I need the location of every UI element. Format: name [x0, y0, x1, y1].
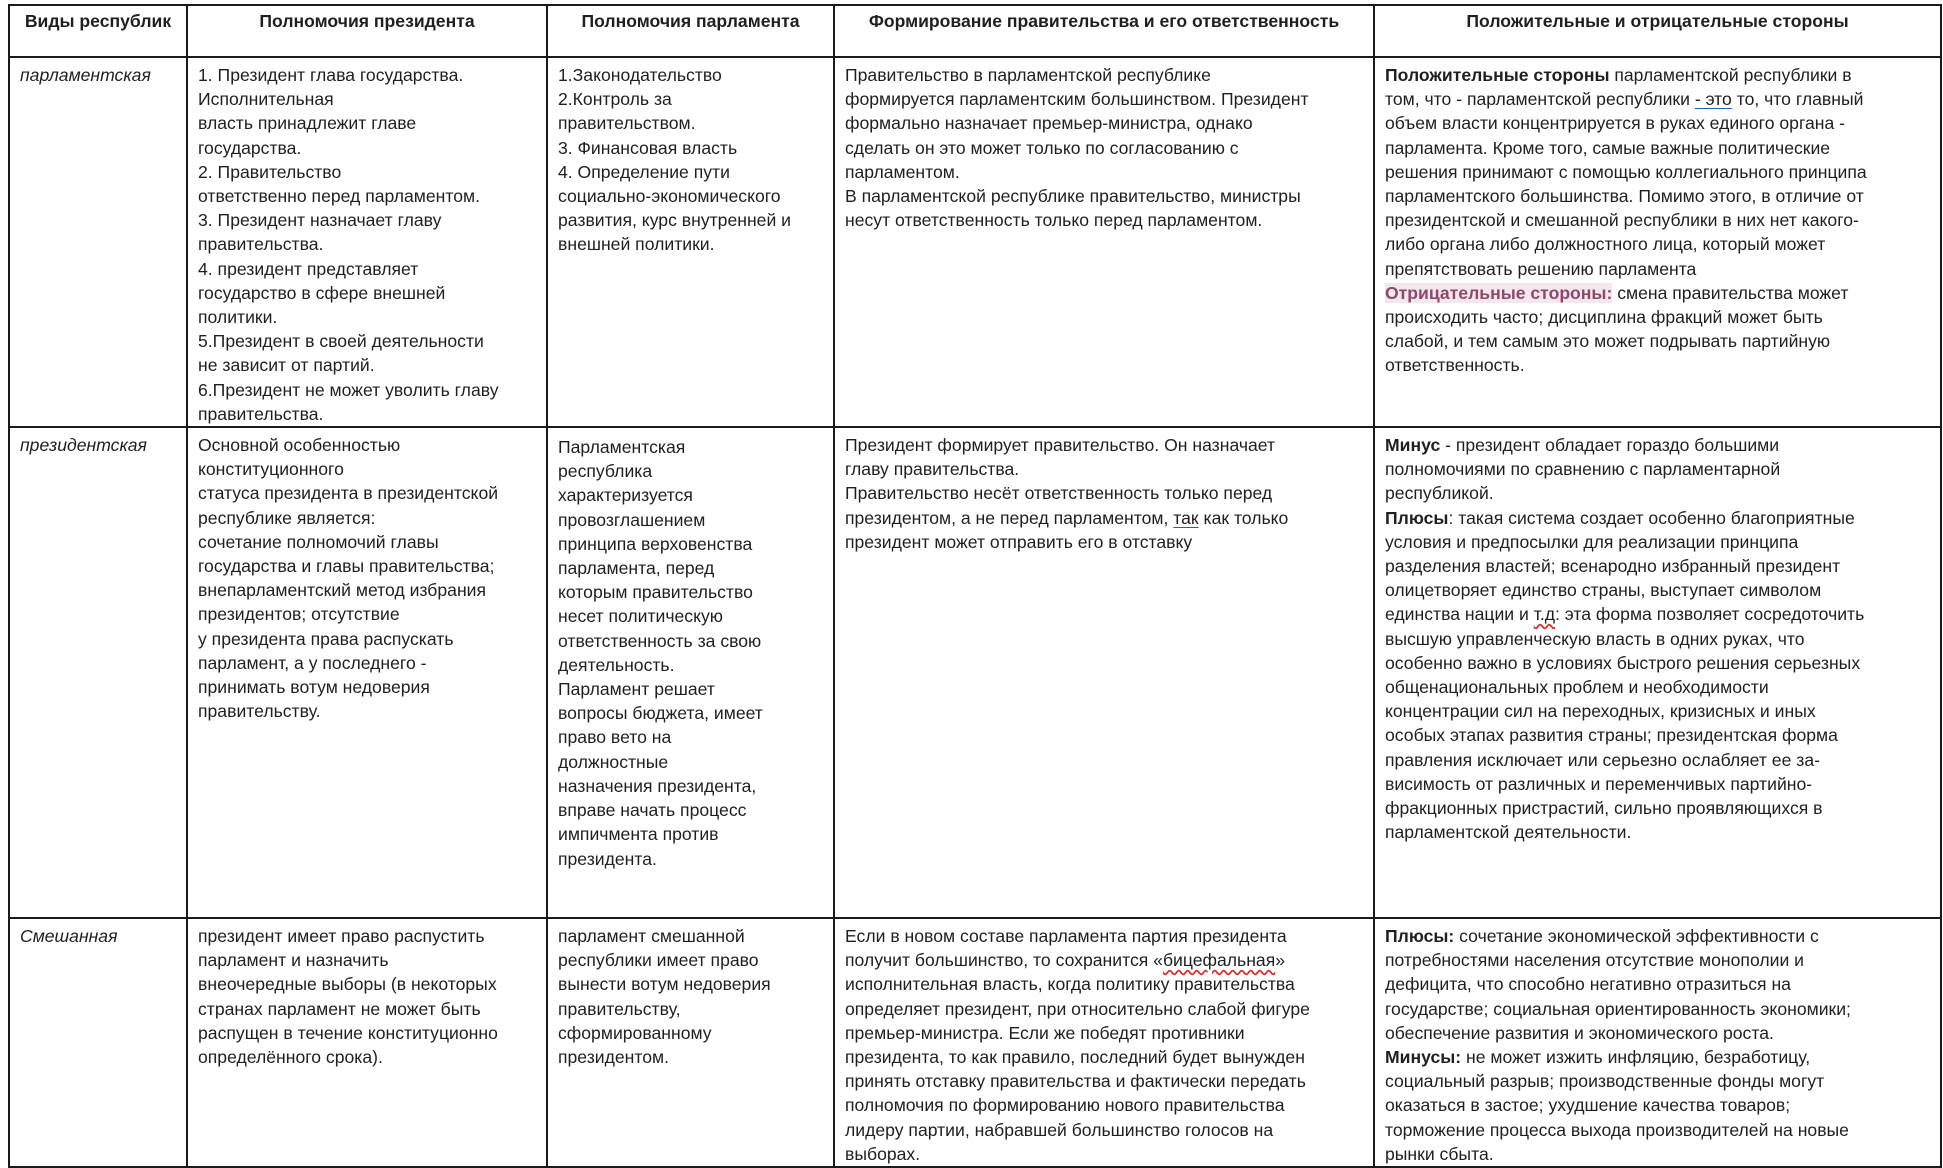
text-line: президента.	[558, 848, 657, 869]
text-line: олицетворяет единство страны, выступает символом	[1385, 580, 1822, 601]
text-line: правления исключает или серьезно ослабляет ее за-	[1385, 749, 1820, 770]
spelling-underline: т.д	[1533, 604, 1555, 625]
text-line: формально назначает премьер-министра, однако	[845, 113, 1253, 134]
text-run: сочетание экономической эффективности с	[1454, 926, 1819, 947]
text-line: власть принадлежит главе	[198, 113, 417, 134]
text-line: объем власти концентрируется в руках единого органа -	[1385, 113, 1846, 134]
text-line	[845, 506, 1367, 530]
text-line: Парламентская	[558, 437, 686, 458]
text-line: главу правительства.	[845, 459, 1020, 480]
text-line: оказаться в застое; ухудшение качества товаров;	[1385, 1095, 1791, 1116]
text-line: 5.Президент в своей деятельности	[198, 331, 484, 352]
republics-comparison-table	[8, 4, 1942, 1168]
cell-president-powers	[187, 918, 547, 1167]
text-line: которым правительство	[558, 582, 753, 603]
text-line: провозглашением	[558, 509, 706, 530]
text-line: республика	[558, 461, 653, 482]
text-line: дефицита, что способно негативно отразиться на	[1385, 974, 1791, 995]
text-line: парламент и назначить	[198, 950, 389, 971]
text-line: принимать вотум недоверия	[198, 677, 430, 698]
minus-label: Минус	[1385, 435, 1441, 456]
text-line: парламент, а у последнего -	[198, 652, 427, 673]
header-parliament-powers: Полномочия парламента	[547, 5, 834, 57]
text-line: Президент формирует правительство. Он назначает	[845, 435, 1276, 456]
text-line: государства.	[198, 137, 302, 158]
text-line: республике является:	[198, 507, 376, 528]
text-line: социальный разрыв; производственные фонды могут	[1385, 1071, 1825, 1092]
table-row-mixed	[9, 918, 1941, 1167]
text-line: деятельность.	[558, 654, 675, 675]
text-line: правительства.	[198, 234, 324, 255]
text-line: импичмента против	[558, 824, 719, 845]
text-line: государство в сфере внешней	[198, 282, 446, 303]
text-line: сформированному	[558, 1022, 712, 1043]
text-run: получит большинство, то сохранится «	[845, 950, 1163, 971]
text-line: политики.	[198, 307, 278, 328]
cell-government-formation	[834, 427, 1374, 918]
text-line: высшую управленческую власть в одних руках, что	[1385, 628, 1805, 649]
cell-president-powers	[187, 57, 547, 427]
text-line	[1385, 433, 1934, 457]
grammar-underline: - это	[1694, 89, 1732, 110]
text-line: правительству.	[198, 701, 321, 722]
text-line: потребностями населения отсутствие монополии и	[1385, 950, 1804, 971]
positive-label: Положительные стороны	[1385, 65, 1610, 85]
text-run: как только	[1198, 507, 1289, 528]
text-line: фракционных пристрастий, сильно проявляющихся в	[1385, 798, 1823, 819]
text-line: вынести вотум недоверия	[558, 974, 771, 995]
text-run: : такая система создает особенно благоприятные	[1448, 507, 1855, 528]
header-types: Виды республик	[9, 5, 187, 57]
text-line: 2. Правительство	[198, 161, 342, 182]
text-line: парламент смешанной	[558, 926, 745, 947]
text-run: »	[1275, 950, 1286, 971]
text-line	[1385, 506, 1934, 530]
cell-pros-cons	[1374, 918, 1941, 1167]
text-run: : эта форма позволяет сосредоточить	[1555, 604, 1865, 625]
text-line: общенациональных проблем и необходимости	[1385, 677, 1769, 698]
grammar-underline: так	[1173, 507, 1199, 528]
text-line: назначения президента,	[558, 775, 757, 796]
text-line: 6.Президент не может уволить главу	[198, 379, 499, 400]
text-run: том, что - парламентской республики	[1385, 89, 1695, 110]
text-line: сделать он это может только по согласованию с	[845, 137, 1239, 158]
text-run: единства нации и	[1385, 604, 1534, 625]
text-line: полномочия по формированию нового правительства	[845, 1095, 1285, 1116]
text-line: президентом.	[558, 1047, 670, 1068]
text-line: правительством.	[558, 113, 696, 134]
text-line: президентской и смешанной республики в них нет какого-	[1385, 210, 1859, 231]
text-line: парламентом.	[845, 161, 960, 182]
text-line: выборах.	[845, 1143, 921, 1164]
republic-type-label: Смешанная	[20, 926, 118, 947]
text-line	[1385, 87, 1934, 111]
text-line: разделения властей; всенародно избранный президент	[1385, 556, 1841, 577]
text-run: парламентской республики в	[1609, 65, 1852, 85]
text-line: Правительство несёт ответственность только перед	[845, 483, 1273, 504]
text-line: Если в новом составе парламента партия президента	[845, 926, 1287, 947]
text-line: право вето на	[558, 727, 672, 748]
text-line: правительства.	[198, 403, 324, 424]
header-government-formation: Формирование правительства и его ответственность	[834, 5, 1374, 57]
text-line: президент может отправить его в отставку	[845, 531, 1193, 552]
text-line: торможение процесса выхода производителей на новые	[1385, 1119, 1849, 1140]
text-line: парламентского большинства. Помимо этого, в отличие от	[1385, 186, 1864, 207]
text-run: смена правительства может	[1612, 282, 1849, 303]
cell-type	[9, 427, 187, 918]
cell-parliament-powers	[547, 918, 834, 1167]
text-line: концентрации сил на переходных, кризисных и иных	[1385, 701, 1816, 722]
text-line: 2.Контроль за	[558, 89, 672, 110]
text-line: происходить часто; дисциплина фракций может быть	[1385, 307, 1823, 328]
cell-parliament-powers	[547, 427, 834, 918]
text-line: лидеру партии, набравшей большинство голосов на	[845, 1119, 1274, 1140]
cell-type	[9, 918, 187, 1167]
text-line: обеспечение развития и экономического роста.	[1385, 1022, 1774, 1043]
text-line: полномочиями по сравнению с парламентарной	[1385, 459, 1781, 480]
text-line: сочетание полномочий главы	[198, 531, 439, 552]
text-run: то, что главный	[1731, 89, 1864, 110]
text-line	[1385, 63, 1934, 87]
text-line: Исполнительная	[198, 89, 334, 110]
text-line: у президента права распускать	[198, 628, 454, 649]
text-line: рынки сбыта.	[1385, 1143, 1494, 1164]
cell-pros-cons	[1374, 427, 1941, 918]
cell-type	[9, 57, 187, 427]
text-line: государства и главы правительства;	[198, 556, 495, 577]
text-line: особенно важно в условиях быстрого решения серьезных	[1385, 652, 1861, 673]
text-line: Правительство в парламентской республике	[845, 65, 1211, 85]
negative-label: Отрицательные стороны:	[1385, 282, 1613, 303]
text-line: вправе начать процесс	[558, 800, 747, 821]
text-line	[1385, 924, 1934, 948]
text-line: несут ответственность только перед парламентом.	[845, 210, 1263, 231]
text-line: В парламентской республике правительство, министры	[845, 186, 1301, 207]
text-line	[1385, 281, 1934, 305]
text-line: президент имеет право распустить	[198, 926, 485, 947]
text-line: 4. Определение пути	[558, 161, 730, 182]
text-line: президента, то как правило, последний будет вынужден	[845, 1047, 1305, 1068]
text-line: Парламент решает	[558, 679, 715, 700]
text-line: республики имеет право	[558, 950, 759, 971]
header-row	[9, 5, 1941, 57]
text-line: либо органа либо должностного лица, который может	[1385, 234, 1826, 255]
text-line: парламента, перед	[558, 558, 715, 579]
text-line: принять отставку правительства и фактически передать	[845, 1071, 1306, 1092]
text-line: республикой.	[1385, 483, 1494, 504]
text-line: государстве; социальная ориентированность экономики;	[1385, 998, 1851, 1019]
text-line: 3. Президент назначает главу	[198, 210, 442, 231]
text-line: президентов; отсутствие	[198, 604, 400, 625]
cell-government-formation	[834, 57, 1374, 427]
text-run: не может изжить инфляцию, безработицу,	[1461, 1047, 1811, 1068]
text-line: характеризуется	[558, 485, 693, 506]
text-line: парламента. Кроме того, самые важные политические	[1385, 137, 1831, 158]
text-line: премьер-министра. Если же победят противники	[845, 1022, 1245, 1043]
text-line: статуса президента в президентской	[198, 483, 499, 504]
cell-pros-cons	[1374, 57, 1941, 427]
plus-label: Плюсы:	[1385, 926, 1455, 947]
text-run: президентом, а не перед парламентом,	[845, 507, 1174, 528]
text-line: несет политическую	[558, 606, 723, 627]
cell-president-powers	[187, 427, 547, 918]
text-run: - президент обладает гораздо большими	[1440, 435, 1780, 456]
text-line: исполнительная власть, когда политику правительства	[845, 974, 1295, 995]
text-line: Основной особенностью	[198, 435, 401, 456]
republic-type-label: президентская	[20, 435, 147, 456]
plus-label: Плюсы	[1385, 507, 1449, 528]
text-line: развития, курс внутренней и	[558, 210, 792, 231]
spelling-underline: бицефальная	[1162, 950, 1276, 971]
text-line: ответственность за свою	[558, 630, 762, 651]
text-line: 1. Президент глава государства.	[198, 65, 464, 85]
table-row-presidential	[9, 427, 1941, 918]
text-line: ответственно перед парламентом.	[198, 186, 480, 207]
text-line: принципа верховенства	[558, 533, 753, 554]
text-line: внепарламентский метод избрания	[198, 580, 487, 601]
text-line: решения принимают с помощью коллегиального принципа	[1385, 161, 1867, 182]
text-line	[1385, 602, 1934, 626]
text-line: 3. Финансовая власть	[558, 137, 738, 158]
text-line: странах парламент не может быть	[198, 998, 481, 1019]
text-line: вопросы бюджета, имеет	[558, 703, 763, 724]
text-line: внеочередные выборы (в некоторых	[198, 974, 497, 995]
text-line: условия и предпосылки для реализации принципа	[1385, 531, 1799, 552]
text-line: распущен в течение конституционно	[198, 1022, 498, 1043]
text-line: социально-экономического	[558, 186, 781, 207]
text-line: препятствовать решению парламента	[1385, 258, 1697, 279]
text-line: 1.Законодательство	[558, 65, 722, 85]
minus-label: Минусы:	[1385, 1047, 1462, 1068]
text-line: парламентской деятельности.	[1385, 822, 1632, 843]
cell-parliament-powers	[547, 57, 834, 427]
text-line	[845, 948, 1367, 972]
text-line: определяет президент, при относительно слабой фигуре	[845, 998, 1310, 1019]
text-line: определённого срока).	[198, 1047, 383, 1068]
text-line: должностные	[558, 751, 669, 772]
text-line: внешней политики.	[558, 234, 715, 255]
cell-government-formation	[834, 918, 1374, 1167]
text-line: висимость от различных и переменчивых партийно-	[1385, 773, 1813, 794]
header-pros-cons: Положительные и отрицательные стороны	[1374, 5, 1941, 57]
text-line	[1385, 1045, 1934, 1069]
text-line: правительству,	[558, 998, 681, 1019]
republic-type-label: парламентская	[20, 65, 151, 85]
text-line: формируется парламентским большинством. Президент	[845, 89, 1309, 110]
text-line: 4. президент представляет	[198, 258, 419, 279]
text-line: особых этапах развития страны; президентская форма	[1385, 725, 1838, 746]
text-line: не зависит от партий.	[198, 355, 375, 376]
text-line: конституционного	[198, 459, 344, 480]
text-line: ответственность.	[1385, 355, 1525, 376]
text-line: слабой, и тем самым это может подрывать партийную	[1385, 331, 1831, 352]
table-row-parliamentary	[9, 57, 1941, 427]
header-president-powers: Полномочия президента	[187, 5, 547, 57]
